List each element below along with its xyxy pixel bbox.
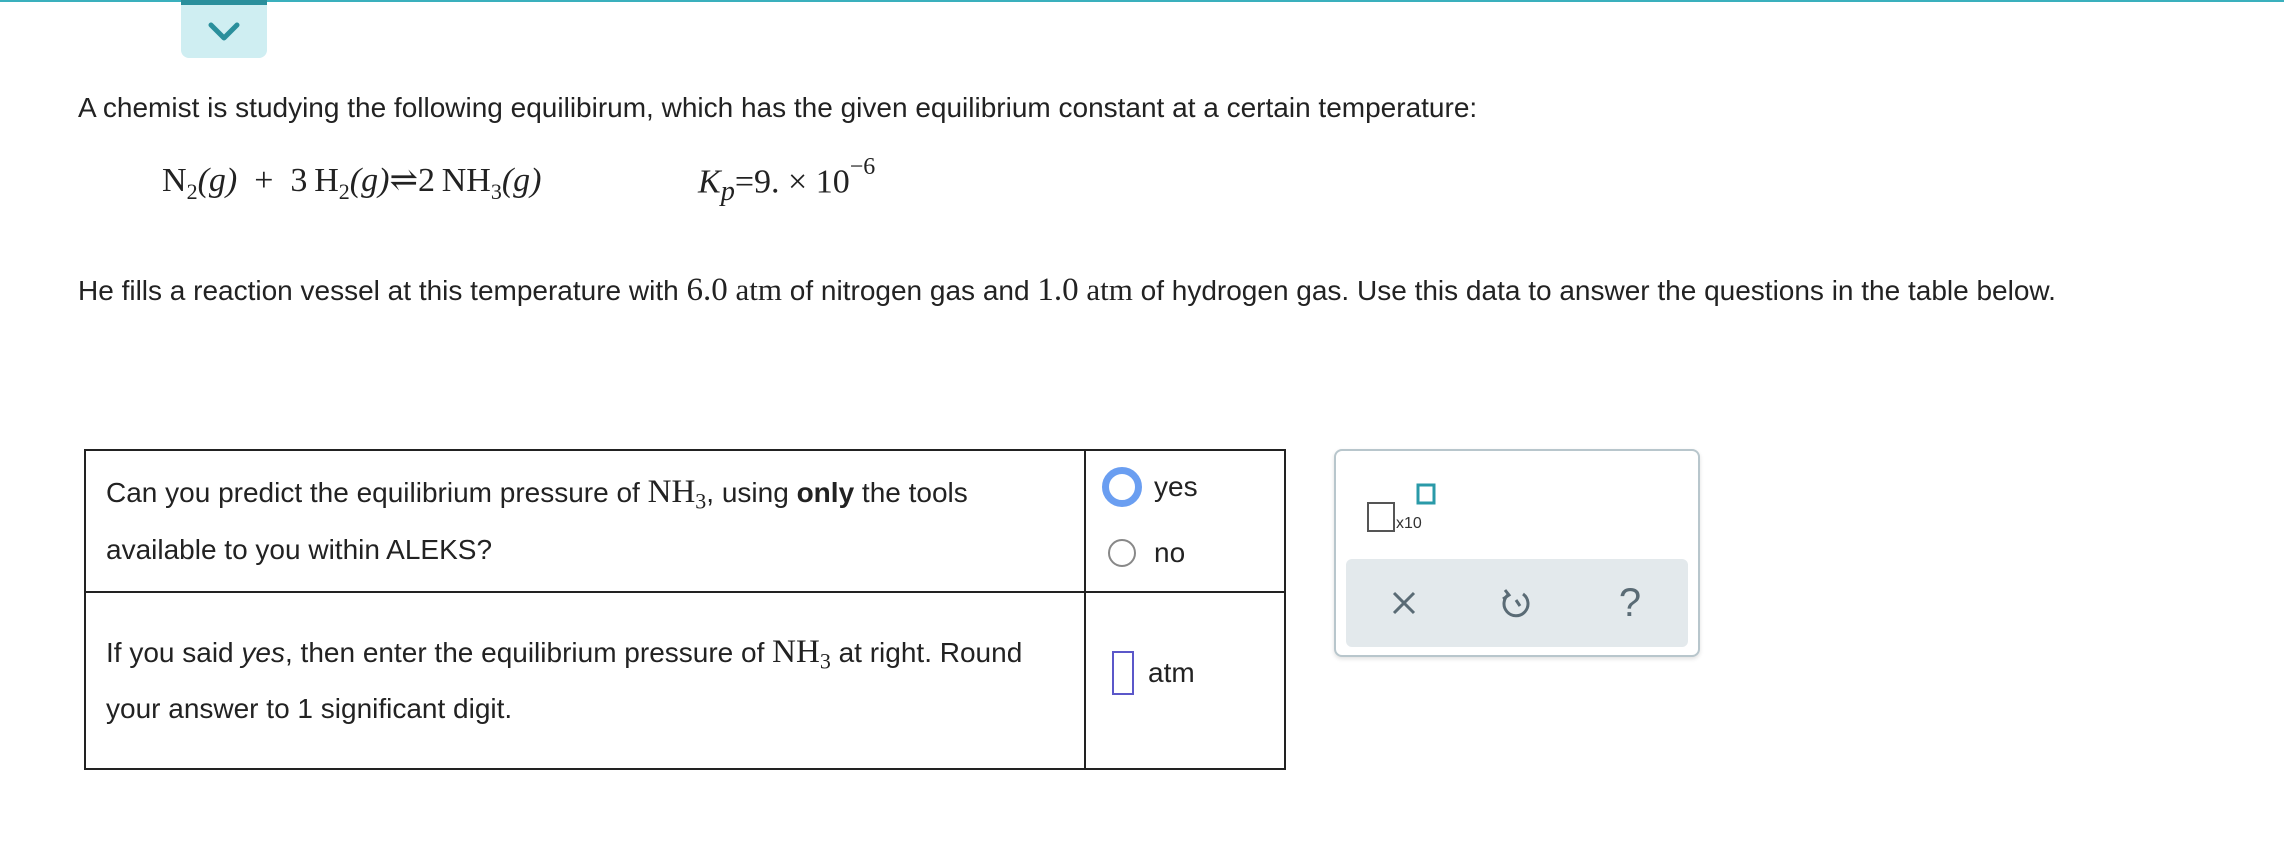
chevron-down-icon xyxy=(207,21,241,43)
clear-button[interactable] xyxy=(1382,581,1426,625)
math-tools-panel xyxy=(1334,449,1700,657)
collapse-tab[interactable] xyxy=(181,0,267,58)
equilibrium-equation: $N_2(g) + 3$ $H_2(g)\rightleftharpoons 2$ $NH_3(g)$ xyxy=(162,162,542,204)
tool-bar xyxy=(1346,559,1688,647)
radio-selected-icon[interactable] xyxy=(1102,467,1142,507)
scientific-notation-button[interactable]: x10 xyxy=(1366,483,1438,539)
help-icon: ? xyxy=(1618,580,1642,625)
equilibrium-constant: $K_p=9$. × $10^{-6}$ xyxy=(698,154,876,208)
undo-button[interactable] xyxy=(1494,581,1538,625)
radio-yes[interactable]: yes xyxy=(1102,467,1198,507)
question-table xyxy=(84,449,1286,770)
top-accent-line xyxy=(0,0,2284,2)
intro-text: A chemist is studying the following equilibirum, which has the given equilibrium constant at a certain temperature: xyxy=(78,92,1478,123)
data-text: He fills a reaction vessel at this temperature with 6.0 atm of nitrogen gas and 1.0 atm of hydrogen gas. Use this data to answer the questions in the table below. xyxy=(78,272,2056,308)
answer-1-cell xyxy=(1085,450,1285,592)
undo-icon xyxy=(1499,586,1533,620)
answer-unit: atm xyxy=(1148,657,1195,688)
pressure-answer-input[interactable] xyxy=(1112,651,1134,695)
radio-no[interactable]: no xyxy=(1102,537,1185,569)
table-row xyxy=(85,450,1285,592)
close-icon xyxy=(1389,588,1419,618)
radio-unselected-icon[interactable] xyxy=(1108,539,1136,567)
question-2-text: If you said yes, then enter the equilibrium pressure of $NH_3$ at right. Round your answer to 1 significant digit. xyxy=(85,592,1085,769)
question-1-text: Can you predict the equilibrium pressure of $NH_3$, using only the tools available to you within ALEKS? xyxy=(85,450,1085,592)
answer-2-cell xyxy=(1085,592,1285,769)
help-button[interactable] xyxy=(1608,581,1652,625)
table-row xyxy=(85,592,1285,769)
equilibrium-arrow: ⇌ xyxy=(389,162,418,199)
